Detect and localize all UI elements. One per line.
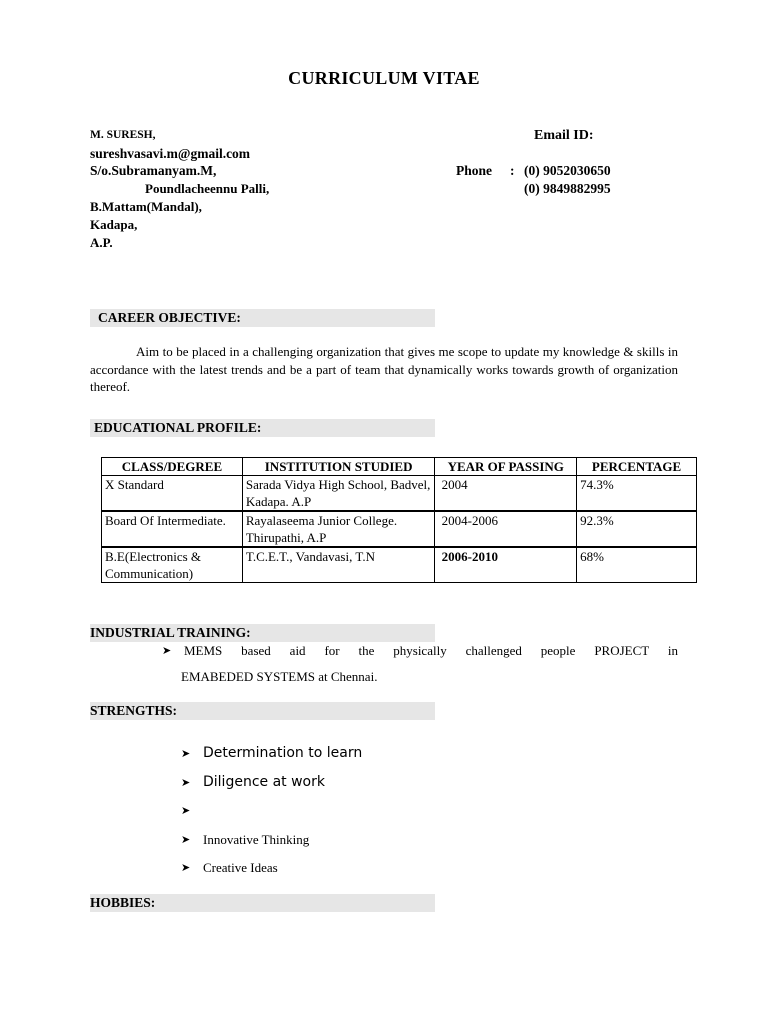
table-row bbox=[102, 476, 697, 512]
year-cell: 2004-2006 bbox=[435, 511, 577, 547]
phone-label: Phone bbox=[456, 163, 493, 178]
strength-item: Diligence at work bbox=[203, 774, 325, 790]
training-line: EMABEDED SYSTEMS at Chennai. bbox=[181, 669, 378, 684]
phone-number-2: (0) 9849882995 bbox=[524, 181, 611, 196]
educational-profile-heading: EDUCATIONAL PROFILE: bbox=[90, 419, 435, 437]
email-address: sureshvasavi.m@gmail.com bbox=[90, 146, 251, 161]
address-line: Kadapa, bbox=[90, 217, 138, 232]
education-table bbox=[101, 457, 697, 583]
phone-number-1: (0) 9052030650 bbox=[524, 163, 611, 178]
strength-item: Determination to learn bbox=[203, 745, 363, 761]
candidate-name: M. SURESH, bbox=[90, 129, 156, 141]
career-objective-text: Aim to be placed in a challenging organization that gives me scope to update my knowledge & skills in accordance with the latest trends and be a part of team that dynamically works towards growth of organization thereof. bbox=[90, 344, 678, 394]
address-line: B.Mattam(Mandal), bbox=[90, 199, 202, 214]
column-header: INSTITUTION STUDIED bbox=[242, 458, 435, 476]
table-row bbox=[102, 547, 697, 583]
address-line: Poundlacheennu Palli, bbox=[145, 181, 270, 196]
arrow-bullet-icon: ➤ bbox=[181, 804, 191, 817]
column-header: CLASS/DEGREE bbox=[102, 458, 243, 476]
degree-cell: X Standard bbox=[102, 476, 243, 512]
strength-item: Creative Ideas bbox=[203, 860, 278, 875]
column-header: YEAR OF PASSING bbox=[435, 458, 577, 476]
phone-separator: : bbox=[510, 163, 515, 178]
father-name: S/o.Subramanyam.M, bbox=[90, 163, 217, 178]
career-objective-heading: CAREER OBJECTIVE: bbox=[90, 309, 435, 327]
training-line: MEMS based aid for the physically challenged people PROJECT in bbox=[184, 643, 678, 658]
strength-item: Innovative Thinking bbox=[203, 832, 310, 847]
degree-cell: Board Of Intermediate. bbox=[102, 511, 243, 547]
industrial-training-heading: INDUSTRIAL TRAINING: bbox=[90, 624, 435, 642]
year-cell: 2006-2010 bbox=[435, 547, 577, 583]
address-line: A.P. bbox=[90, 235, 113, 250]
arrow-bullet-icon: ➤ bbox=[162, 644, 172, 657]
institution-cell: Rayalaseema Junior College. Thirupathi, A.P bbox=[242, 511, 435, 547]
table-header-row bbox=[102, 458, 697, 476]
institution-cell: Sarada Vidya High School, Badvel, Kadapa. A.P bbox=[242, 476, 435, 512]
institution-cell: T.C.E.T., Vandavasi, T.N bbox=[242, 547, 435, 583]
arrow-bullet-icon: ➤ bbox=[181, 776, 191, 789]
percentage-cell: 74.3% bbox=[577, 476, 697, 512]
column-header: PERCENTAGE bbox=[577, 458, 697, 476]
page-title: CURRICULUM VITAE bbox=[288, 68, 480, 88]
year-cell: 2004 bbox=[435, 476, 577, 512]
hobbies-heading: HOBBIES: bbox=[90, 894, 435, 912]
percentage-cell: 92.3% bbox=[577, 511, 697, 547]
arrow-bullet-icon: ➤ bbox=[181, 833, 191, 846]
strengths-heading: STRENGTHS: bbox=[90, 702, 435, 720]
email-label: Email ID: bbox=[534, 128, 594, 143]
arrow-bullet-icon: ➤ bbox=[181, 861, 191, 874]
arrow-bullet-icon: ➤ bbox=[181, 747, 191, 760]
percentage-cell: 68% bbox=[577, 547, 697, 583]
degree-cell: B.E(Electronics & Communication) bbox=[102, 547, 243, 583]
table-row bbox=[102, 511, 697, 547]
